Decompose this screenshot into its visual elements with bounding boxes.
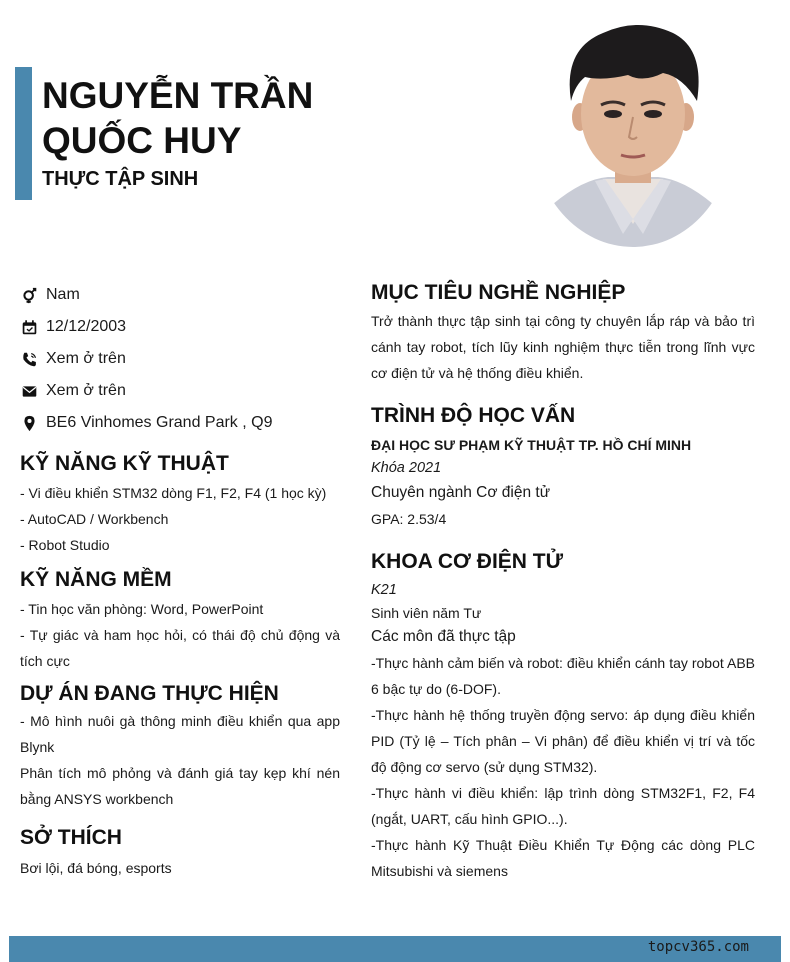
left-column [20,279,340,881]
list-item: Phân tích mô phỏng và đánh giá tay kẹp khí nén bằng ANSYS workbench [20,765,340,807]
candidate-role: THỰC TẬP SINH [42,168,199,190]
list-item: - Mô hình nuôi gà thông minh điều khiển qua app Blynk [20,713,340,755]
email-icon [20,382,38,400]
contact-gender-text: Nam [46,286,80,303]
faculty-section [371,550,755,884]
hobbies-heading: SỞ THÍCH [20,826,122,849]
contact-address [20,407,340,439]
contact-email [20,375,340,407]
phone-icon [20,350,38,368]
list-item: -Thực hành Kỹ Thuật Điều Khiển Tự Động các dòng PLC Mitsubishi và siemens [371,837,755,879]
list-item: - Tự giác và ham học hỏi, có thái độ chủ động và tích cực [20,627,340,669]
profile-photo [533,19,733,247]
footer-watermark: topcv365.com [647,939,749,955]
right-column [371,281,755,902]
contact-phone [20,343,340,375]
technical-skills-heading: KỸ NĂNG KỸ THUẬT [20,452,229,475]
education-section [371,404,755,532]
faculty-heading: KHOA CƠ ĐIỆN TỬ [371,550,564,573]
education-gpa: GPA: 2.53/4 [371,511,447,527]
projects-list [20,708,340,812]
list-item: -Thực hành vi điều khiển: lập trình dòng STM32F1, F2, F4 (ngắt, UART, cấu hình GPIO...). [371,785,755,827]
technical-skills-list [20,480,340,558]
faculty-subtitle: Các môn đã thực tập [371,628,516,645]
soft-skills-list [20,596,340,674]
footer-bar [9,936,781,962]
contact-phone-text: Xem ở trên [46,350,126,367]
education-major: Chuyên ngành Cơ điện tử [371,484,551,501]
contact-birthday-text: 12/12/2003 [46,318,127,335]
faculty-cohort: K21 [371,582,397,598]
contact-birthday [20,311,340,343]
objective-section [371,281,755,386]
soft-skills-heading: KỸ NĂNG MỀM [20,568,172,591]
education-cohort: Khóa 2021 [371,460,442,476]
faculty-year: Sinh viên năm Tư [371,605,482,621]
hobbies-text: Bơi lội, đá bóng, esports [20,860,172,876]
objective-heading: MỤC TIÊU NGHỀ NGHIỆP [371,281,626,304]
list-item: - Robot Studio [20,537,110,553]
location-icon [20,414,38,432]
school-name: ĐẠI HỌC SƯ PHẠM KỸ THUẬT TP. HỒ CHÍ MINH [371,437,692,453]
calendar-icon [20,318,38,336]
contact-address-text: BE6 Vinhomes Grand Park , Q9 [46,414,273,431]
education-heading: TRÌNH ĐỘ HỌC VẤN [371,404,576,427]
candidate-name: NGUYỄN TRẦN QUỐC HUY [42,75,314,161]
gender-icon [20,286,38,304]
list-item: - Vi điều khiển STM32 dòng F1, F2, F4 (1 học kỳ) [20,485,327,501]
list-item: -Thực hành hệ thống truyền động servo: áp dụng điều khiển PID (Tỷ lệ – Tích phân – Vi phân) để điều khiển vị trí và tốc độ động cơ servo (sử dụng STM32). [371,707,755,775]
contact-email-text: Xem ở trên [46,382,126,399]
projects-heading: DỰ ÁN ĐANG THỰC HIỆN [20,682,279,705]
header-accent-bar [15,67,32,200]
list-item: - AutoCAD / Workbench [20,511,169,527]
objective-text: Trở thành thực tập sinh tại công ty chuyên lắp ráp và bảo trì cánh tay robot, tích lũy kinh nghiệm thực tiễn trong lĩnh vực cơ điện tử và hệ thống điều khiển. [371,313,755,381]
contact-gender [20,279,340,311]
list-item: -Thực hành cảm biến và robot: điều khiển cánh tay robot ABB 6 bậc tự do (6-DOF). [371,655,755,697]
list-item: - Tin học văn phòng: Word, PowerPoint [20,601,264,617]
